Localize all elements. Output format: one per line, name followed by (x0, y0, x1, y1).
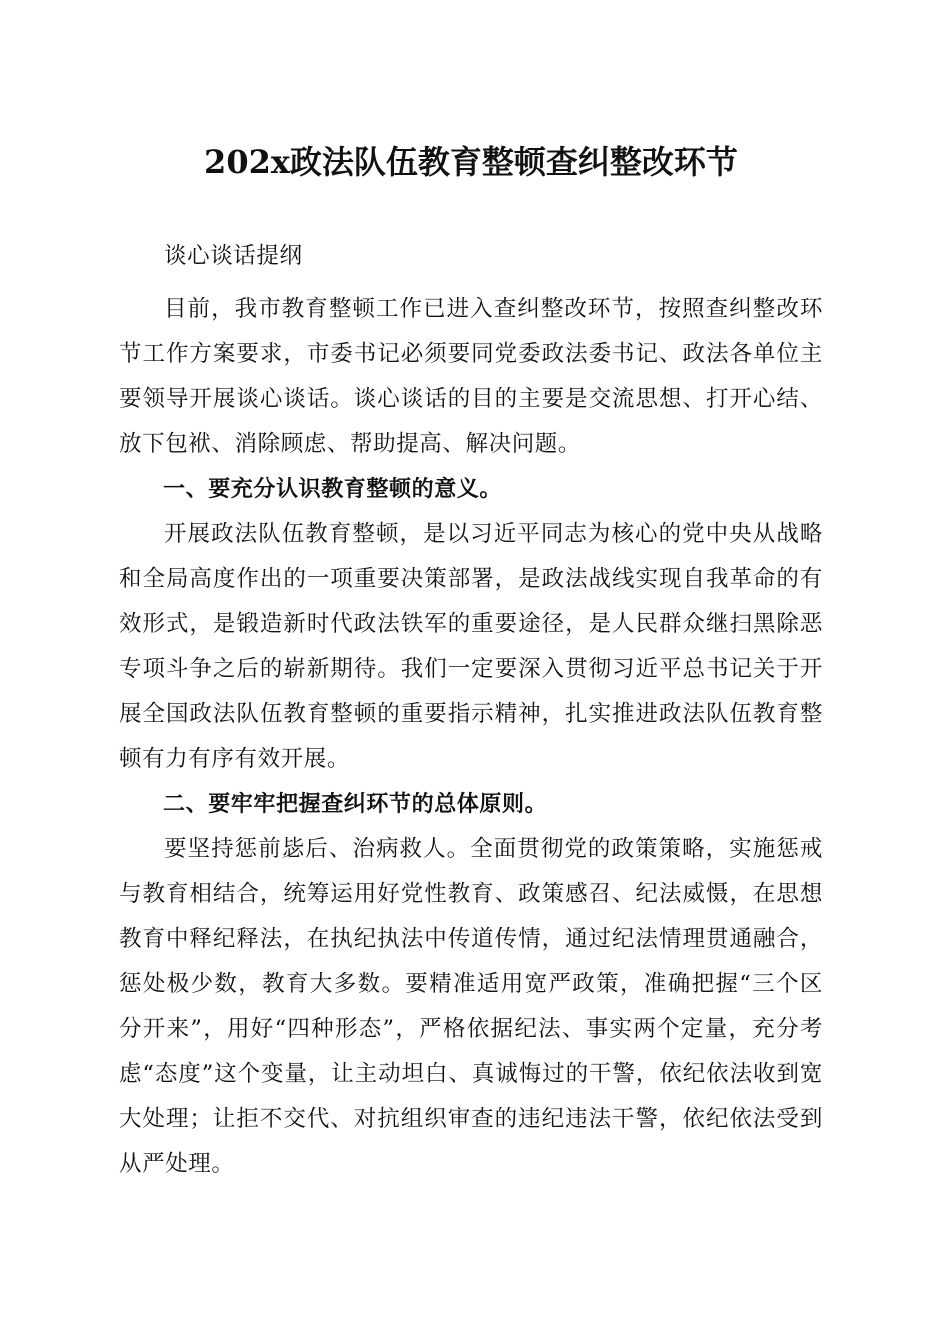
document-title: 202x政法队伍教育整顿查纠整改环节 (204, 143, 738, 181)
document-content (119, 138, 823, 1187)
document-subtitle: 谈心谈话提纲 (164, 243, 303, 269)
section-1-body: 开展政法队伍教育整顿，是以习近平同志为核心的党中央从战略和全局高度作出的一项重要决策部署，是政法战线实现自我革命的有效形式，是锻造新时代政法铁军的重要途径，是人民群众继扫黑除恶专项斗争之后的崭新期待。我们一定要深入贯彻习近平总书记关于开展全国政法队伍教育整顿的重要指示精神，扎实推进政法队伍教育整顿有力有序有效开展。 (119, 521, 823, 772)
section-2-body: 要坚持惩前毖后、治病救人。全面贯彻党的政策策略，实施惩戒与教育相结合，统筹运用好党性教育、政策感召、纪法威慑，在思想教育中释纪释法，在执纪执法中传道传情，通过纪法情理贯通融合，惩处极少数，教育大多数。要精准适用宽严政策，准确把握“三个区分开来”，用好“四种形态”，严格依据纪法、事实两个定量，充分考虑“态度”这个变量，让主动坦白、真诚悔过的干警，依纪依法收到宽大处理；让拒不交代、对抗组织审查的违纪违法干警，依纪依法受到从严处理。 (119, 836, 823, 1177)
section-1-heading: 一、要充分认识教育整顿的意义。 (163, 477, 503, 502)
intro-paragraph: 目前，我市教育整顿工作已进入查纠整改环节，按照查纠整改环节工作方案要求，市委书记必须要同党委政法委书记、政法各单位主要领导开展谈心谈话。谈心谈话的目的主要是交流思想、打开心结、放下包袱、消除顾虑、帮助提高、解决问题。 (119, 296, 823, 457)
section-2-heading: 二、要牢牢把握查纠环节的总体原则。 (163, 792, 548, 817)
